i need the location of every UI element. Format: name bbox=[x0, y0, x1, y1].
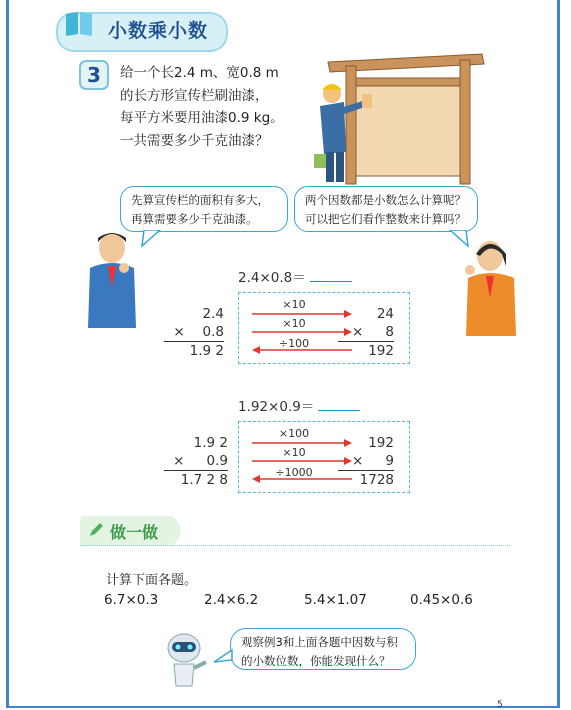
vertical-calc-integer-1 bbox=[338, 305, 394, 360]
bubble-line: 的小数位数，你能发现什么？ bbox=[241, 654, 391, 668]
pencil-icon bbox=[88, 522, 104, 538]
bubble-tail bbox=[212, 648, 234, 664]
bubble-line: 观察例3和上面各题中因数与积 bbox=[241, 635, 398, 649]
equation-1 bbox=[238, 266, 352, 286]
arrow-label: ÷1000 bbox=[275, 466, 313, 479]
bubble-tail bbox=[446, 230, 470, 248]
problem-line: 的长方形宣传栏刷油漆， bbox=[120, 87, 269, 104]
arrow-label: ÷100 bbox=[278, 337, 310, 350]
arrow-label: ×100 bbox=[278, 427, 310, 440]
exercise-item: 5.4×1.07 bbox=[304, 592, 367, 608]
calc-result: 1728 bbox=[338, 470, 394, 489]
calc-row: 24 bbox=[376, 306, 394, 322]
arrow-label: ×10 bbox=[282, 317, 306, 330]
calc-result: 1.7 2 8 bbox=[164, 470, 228, 489]
calc-row: 192 bbox=[368, 435, 394, 451]
robot-speech-bubble bbox=[230, 628, 416, 670]
example-number: 3 bbox=[79, 60, 109, 90]
girl-illustration bbox=[462, 236, 522, 340]
calc-result: 192 bbox=[338, 341, 394, 360]
exercise-item: 2.4×6.2 bbox=[204, 592, 259, 608]
equation-2 bbox=[238, 395, 360, 415]
section-title: 小数乘小数 bbox=[108, 20, 209, 42]
answer-blank bbox=[310, 281, 352, 282]
vertical-calc-decimal-2 bbox=[164, 434, 228, 489]
calc-result: 1.9 2 bbox=[164, 341, 224, 360]
answer-blank bbox=[318, 410, 360, 411]
calc-row: 2.4 bbox=[202, 306, 224, 322]
calc-row: × 9 bbox=[352, 453, 394, 469]
practice-divider bbox=[80, 545, 510, 546]
bubble-line: 再算需要多少千克油漆。 bbox=[131, 212, 258, 226]
girl-speech-bubble bbox=[294, 186, 478, 232]
bubble-tail bbox=[140, 230, 164, 248]
book-icon bbox=[64, 8, 94, 38]
calc-row: 1.9 2 bbox=[193, 435, 228, 451]
boy-illustration bbox=[82, 228, 142, 336]
problem-line: 给一个长2.4 m、宽0.8 m bbox=[120, 65, 279, 81]
calc-row: × 0.8 bbox=[173, 324, 224, 340]
problem-text bbox=[120, 62, 284, 152]
bubble-line: 先算宣传栏的面积有多大， bbox=[131, 193, 269, 207]
practice-label: 做一做 bbox=[110, 523, 159, 542]
problem-line: 每平方米要用油漆0.9 kg。 bbox=[120, 110, 284, 126]
exercise-item: 6.7×0.3 bbox=[104, 592, 159, 608]
boy-speech-bubble bbox=[120, 186, 288, 232]
page-number: 5 bbox=[497, 700, 503, 710]
vertical-calc-decimal-1 bbox=[164, 305, 224, 360]
exercise-item: 0.45×0.6 bbox=[410, 592, 473, 608]
arrow-label: ×10 bbox=[282, 446, 306, 459]
vertical-calc-integer-2 bbox=[338, 434, 394, 489]
calc-row: × 8 bbox=[352, 324, 394, 340]
arrow-label: ×10 bbox=[282, 298, 306, 311]
robot-icon bbox=[160, 628, 210, 690]
problem-line: 一共需要多少千克油漆？ bbox=[120, 132, 269, 149]
equation-text: 2.4×0.8＝ bbox=[238, 270, 306, 286]
painter-illustration bbox=[310, 50, 490, 185]
calc-row: × 0.9 bbox=[173, 453, 228, 469]
equation-text: 1.92×0.9＝ bbox=[238, 399, 315, 415]
bubble-line: 可以把它们看作整数来计算吗？ bbox=[305, 212, 466, 226]
practice-instruction: 计算下面各题。 bbox=[106, 573, 198, 588]
bubble-line: 两个因数都是小数怎么计算呢？ bbox=[305, 193, 466, 207]
